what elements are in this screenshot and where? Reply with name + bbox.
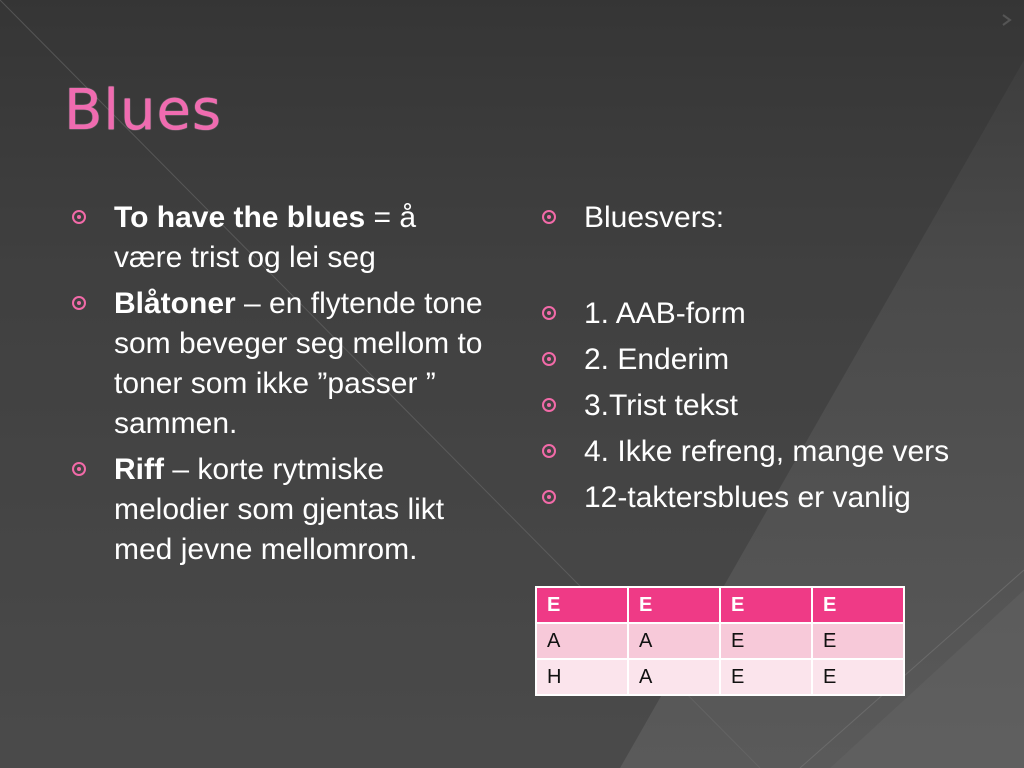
- blues-chord-table: [535, 586, 905, 696]
- bullet-icon: [542, 210, 556, 224]
- item-text: 1. AAB-form: [584, 297, 746, 330]
- table-cell: E: [812, 623, 904, 659]
- table-cell: E: [628, 587, 720, 623]
- table-cell: E: [536, 587, 628, 623]
- left-column: [70, 198, 490, 576]
- table-row: [536, 659, 904, 695]
- list-item: [540, 198, 980, 238]
- bullet-icon: [72, 462, 86, 476]
- list-item: [70, 284, 490, 444]
- table-cell: A: [628, 623, 720, 659]
- bullet-icon: [542, 490, 556, 504]
- right-column: [540, 198, 980, 524]
- list-item: [540, 386, 980, 426]
- table-row: [536, 587, 904, 623]
- term: To have the blues: [114, 201, 366, 234]
- definition: – korte rytmiske melodier som gjentas likt med jevne mellomrom.: [114, 453, 445, 566]
- item-text: 12-taktersblues er vanlig: [584, 481, 911, 514]
- table-cell: A: [628, 659, 720, 695]
- bullet-icon: [72, 296, 86, 310]
- list-item: [540, 478, 980, 518]
- table-cell: E: [720, 659, 812, 695]
- list-item: [540, 340, 980, 380]
- item-text: Bluesvers:: [584, 201, 725, 234]
- table-cell: E: [812, 587, 904, 623]
- table-cell: A: [536, 623, 628, 659]
- list-item: [540, 294, 980, 334]
- term: Blåtoner: [114, 287, 236, 320]
- table-cell: E: [812, 659, 904, 695]
- table-row: [536, 623, 904, 659]
- spacer: [540, 244, 980, 294]
- item-text: 4. Ikke refreng, mange vers: [584, 435, 950, 468]
- table-cell: E: [720, 587, 812, 623]
- bullet-icon: [542, 398, 556, 412]
- table-cell: E: [720, 623, 812, 659]
- list-item: [70, 198, 490, 278]
- definition: = å være trist og lei seg: [114, 201, 417, 274]
- list-item: [540, 432, 980, 472]
- table-cell: H: [536, 659, 628, 695]
- bullet-icon: [72, 210, 86, 224]
- item-text: 2. Enderim: [584, 343, 730, 376]
- slide-title: Blues: [64, 78, 223, 143]
- list-item: [70, 450, 490, 570]
- definition: – en flytende tone som beveger seg mellom to toner som ikke ”passer ” sammen.: [114, 287, 483, 440]
- bullet-icon: [542, 352, 556, 366]
- term: Riff: [114, 453, 164, 486]
- item-text: 3.Trist tekst: [584, 389, 738, 422]
- bullet-icon: [542, 444, 556, 458]
- bullet-icon: [542, 306, 556, 320]
